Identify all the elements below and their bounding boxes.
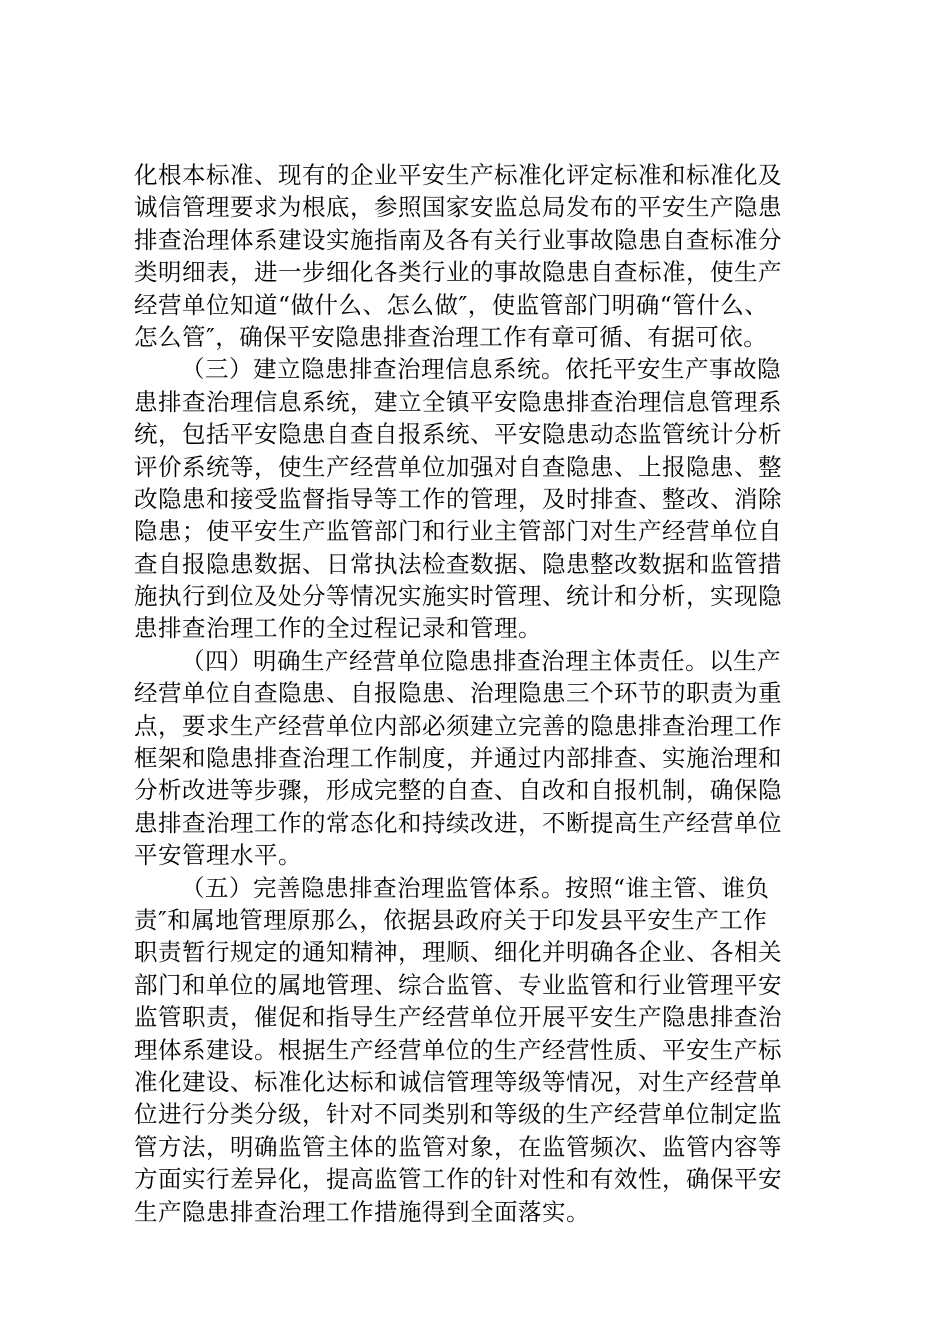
text-line: 平安管理水平。 <box>134 841 302 870</box>
text-line: 责″和属地管理原那么，依据县政府关于印发县平安生产工作 <box>134 905 768 934</box>
text-line: 分析改进等步骤，形成完整的自查、自改和自报机制，确保隐 <box>134 776 782 805</box>
text-line: 生产隐患排查治理工作措施得到全面落实。 <box>134 1197 590 1226</box>
text-line: 怎么管″，确保平安隐患排查治理工作有章可循、有据可依。 <box>134 322 768 351</box>
text-line: 查自报隐患数据、日常执法检查数据、隐患整改数据和监管措 <box>134 549 782 578</box>
text-line: 方面实行差异化，提高监管工作的针对性和有效性，确保平安 <box>134 1165 782 1194</box>
text-line: 患排查治理工作的全过程记录和管理。 <box>134 614 542 643</box>
text-line: 位进行分类分级，针对不同类别和等级的生产经营单位制定监 <box>134 1100 782 1129</box>
text-line: （五）完善隐患排查治理监管体系。按照“谁主管、谁负 <box>181 873 770 902</box>
text-line: （四）明确生产经营单位隐患排查治理主体责任。以生产 <box>181 646 781 675</box>
text-line: 排查治理体系建设实施指南及各有关行业事故隐患自查标准分 <box>134 225 782 254</box>
text-line: 监管职责，催促和指导生产经营单位开展平安生产隐患排查治 <box>134 1003 782 1032</box>
text-line: （三）建立隐患排查治理信息系统。依托平安生产事故隐 <box>181 355 781 384</box>
text-line: 理体系建设。根据生产经营单位的生产经营性质、平安生产标 <box>134 1035 782 1064</box>
text-line: 准化建设、标准化达标和诚信管理等级等情况，对生产经营单 <box>134 1067 782 1096</box>
text-line: 患排查治理信息系统，建立全镇平安隐患排查治理信息管理系 <box>134 387 782 416</box>
text-line: 隐患；使平安生产监管部门和行业主管部门对生产经营单位自 <box>134 517 782 546</box>
paragraph-section-3 <box>134 353 834 645</box>
paragraph-section-4 <box>134 645 834 872</box>
text-line: 施执行到位及处分等情况实施实时管理、统计和分析，实现隐 <box>134 582 782 611</box>
text-line: 管方法，明确监管主体的监管对象，在监管频次、监管内容等 <box>134 1132 782 1161</box>
text-line: 评价系统等，使生产经营单位加强对自查隐患、上报隐患、整 <box>134 452 782 481</box>
text-line: 点，要求生产经营单位内部必须建立完善的隐患排查治理工作 <box>134 711 782 740</box>
text-line: 部门和单位的属地管理、综合监管、专业监管和行业管理平安 <box>134 970 782 999</box>
text-line: 类明细表，进一步细化各类行业的事故隐患自查标准，使生产 <box>134 258 782 287</box>
text-line: 统，包括平安隐患自查自报系统、平安隐患动态监管统计分析 <box>134 420 782 449</box>
text-line: 框架和隐患排查治理工作制度，并通过内部排查、实施治理和 <box>134 744 782 773</box>
paragraph-standards <box>134 159 834 353</box>
text-line: 化根本标准、现有的企业平安生产标准化评定标准和标准化及 <box>134 161 782 189</box>
text-line: 患排查治理工作的常态化和持续改进，不断提高生产经营单位 <box>134 808 782 837</box>
paragraph-section-5 <box>134 872 834 1228</box>
text-line: 改隐患和接受监督指导等工作的管理，及时排查、整改、消除 <box>134 484 782 513</box>
document-body <box>134 159 834 1228</box>
text-line: 诚信管理要求为根底，参照国家安监总局发布的平安生产隐患 <box>134 193 782 222</box>
text-line: 经营单位自查隐患、自报隐患、治理隐患三个环节的职责为重 <box>134 679 782 708</box>
text-line: 职责暂行规定的通知精神，理顺、细化并明确各企业、各相关 <box>134 938 782 967</box>
text-line: 经营单位知道“做什么、怎么做″，使监管部门明确“管什么、 <box>134 290 769 319</box>
